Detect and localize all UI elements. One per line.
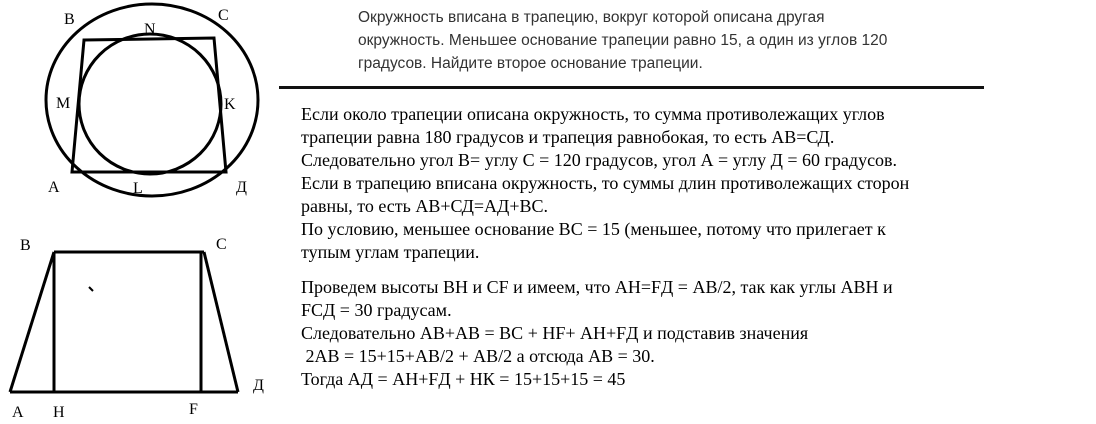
point-label-f: F bbox=[189, 401, 198, 418]
inner-circle bbox=[79, 34, 221, 174]
tangent-label-k: K bbox=[224, 96, 236, 113]
solution-line: Следовательно угол В= углу С = 120 градусов, угол А = углу Д = 60 градусов. bbox=[301, 150, 898, 170]
solution-line: трапеции равна 180 градусов и трапеция равнобокая, то есть АВ=СД. bbox=[301, 127, 835, 147]
side-cd bbox=[204, 252, 238, 392]
figure-trapezoid-heights bbox=[10, 236, 264, 421]
paragraph-gap bbox=[301, 264, 909, 276]
separator-line bbox=[279, 86, 984, 89]
figure-circles-trapezoid bbox=[46, 4, 258, 197]
solution-line: По условию, меньшее основание ВС = 15 (меньшее, потому что прилегает к bbox=[301, 219, 886, 239]
solution-line: Проведем высоты ВН и CF и имеем, что АН=FД = АВ/2, так как углы АВН и bbox=[301, 277, 893, 297]
vertex-label-d: Д bbox=[236, 179, 247, 196]
vertex-label-d2: Д bbox=[253, 377, 264, 394]
solution-line: Если в трапецию вписана окружность, то суммы длин противолежащих сторон bbox=[301, 173, 910, 193]
stray-mark bbox=[89, 287, 93, 291]
solution-line: 2АВ = 15+15+АВ/2 + АВ/2 а отсюда АВ = 30. bbox=[301, 346, 655, 366]
solution-text bbox=[301, 103, 909, 391]
vertex-label-c: C bbox=[218, 7, 229, 24]
point-label-h: H bbox=[53, 404, 65, 421]
solution-line: Тогда АД = АН+FД + НК = 15+15+15 = 45 bbox=[301, 369, 626, 389]
tangent-label-l: L bbox=[133, 180, 143, 197]
question-line: градусов. Найдите второе основание трапеции. bbox=[358, 55, 703, 72]
vertex-label-b2: B bbox=[20, 237, 31, 254]
question-text bbox=[358, 6, 978, 75]
vertex-label-c2: C bbox=[216, 236, 227, 253]
vertex-label-b: B bbox=[64, 11, 75, 28]
question-line: Окружность вписана в трапецию, вокруг которой описана другая bbox=[358, 9, 825, 26]
vertex-label-a: A bbox=[48, 179, 60, 196]
solution-line: Следовательно АВ+АВ = ВС + НF+ АН+FД и подставив значения bbox=[301, 323, 809, 343]
tangent-label-m: M bbox=[56, 95, 71, 112]
solution-line: равны, то есть АВ+СД=АД+ВС. bbox=[301, 196, 548, 216]
question-line: окружность. Меньшее основание трапеции равно 15, а один из углов 120 bbox=[358, 32, 888, 49]
solution-line: FCД = 30 градусам. bbox=[301, 300, 452, 320]
solution-line: тупым углам трапеции. bbox=[301, 242, 480, 262]
solution-line: Если около трапеции описана окружность, то сумма противолежащих углов bbox=[301, 104, 885, 124]
tangent-label-n: N bbox=[144, 21, 156, 38]
vertex-label-a2: A bbox=[12, 404, 24, 421]
geometry-figures bbox=[0, 0, 280, 424]
side-ab bbox=[10, 252, 54, 392]
